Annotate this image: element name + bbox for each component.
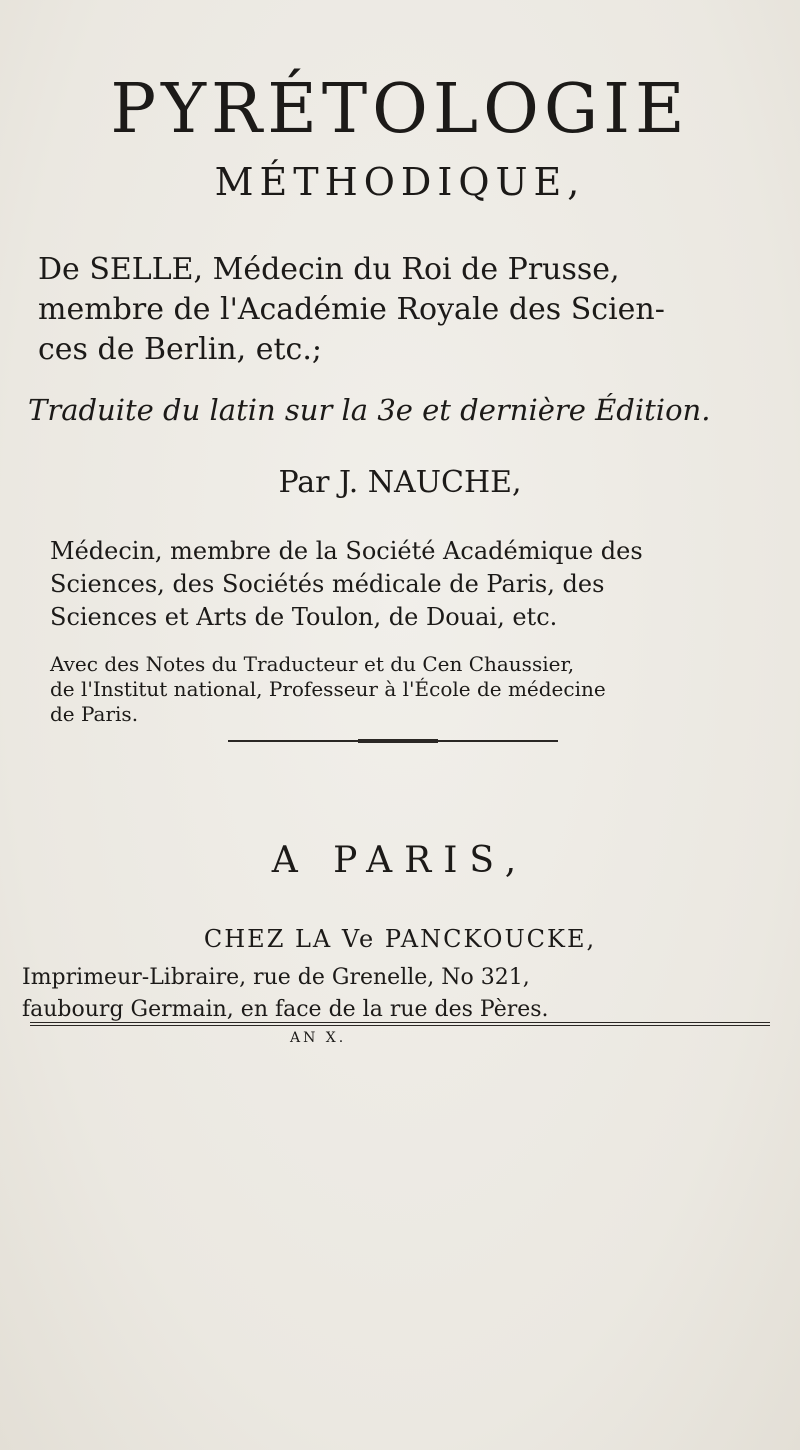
translator-credentials-line-2: Sciences, des Sociétés médicale de Paris, des xyxy=(50,570,605,598)
book-title: PYRÉTOLOGIE xyxy=(110,70,690,149)
notes-line-1: Avec des Notes du Traducteur et du Cen Chaussier, xyxy=(50,652,575,676)
notes-line-2: de l'Institut national, Professeur à l'École de médecine xyxy=(50,677,606,701)
notes-line-3: de Paris. xyxy=(50,702,139,726)
publication-city: A PARIS, xyxy=(271,840,529,881)
author-line-3: ces de Berlin, etc.; xyxy=(38,332,322,367)
publisher-address-line-1: Imprimeur-Libraire, rue de Grenelle, No 321, xyxy=(22,965,530,990)
publication-year: AN X. xyxy=(290,1030,347,1046)
translator-credentials-line-1: Médecin, membre de la Société Académique des xyxy=(50,537,643,565)
translation-note: Traduite du latin sur la 3e et dernière Édition. xyxy=(28,393,711,427)
book-subtitle: MÉTHODIQUE, xyxy=(214,160,586,204)
publisher-address-line-2: faubourg Germain, en face de la rue des Pères. xyxy=(22,997,549,1022)
double-rule-top xyxy=(30,1022,770,1023)
translator-name: Par J. NAUCHE, xyxy=(278,465,522,500)
author-line-2: membre de l'Académie Royale des Scien- xyxy=(38,292,665,327)
translator-credentials-line-3: Sciences et Arts de Toulon, de Douai, etc. xyxy=(50,603,558,631)
publisher-name: CHEZ LA Ve PANCKOUCKE, xyxy=(203,925,597,953)
ornamental-rule xyxy=(228,740,558,742)
double-rule-bottom xyxy=(30,1025,770,1026)
author-line-1: De SELLE, Médecin du Roi de Prusse, xyxy=(38,252,620,287)
